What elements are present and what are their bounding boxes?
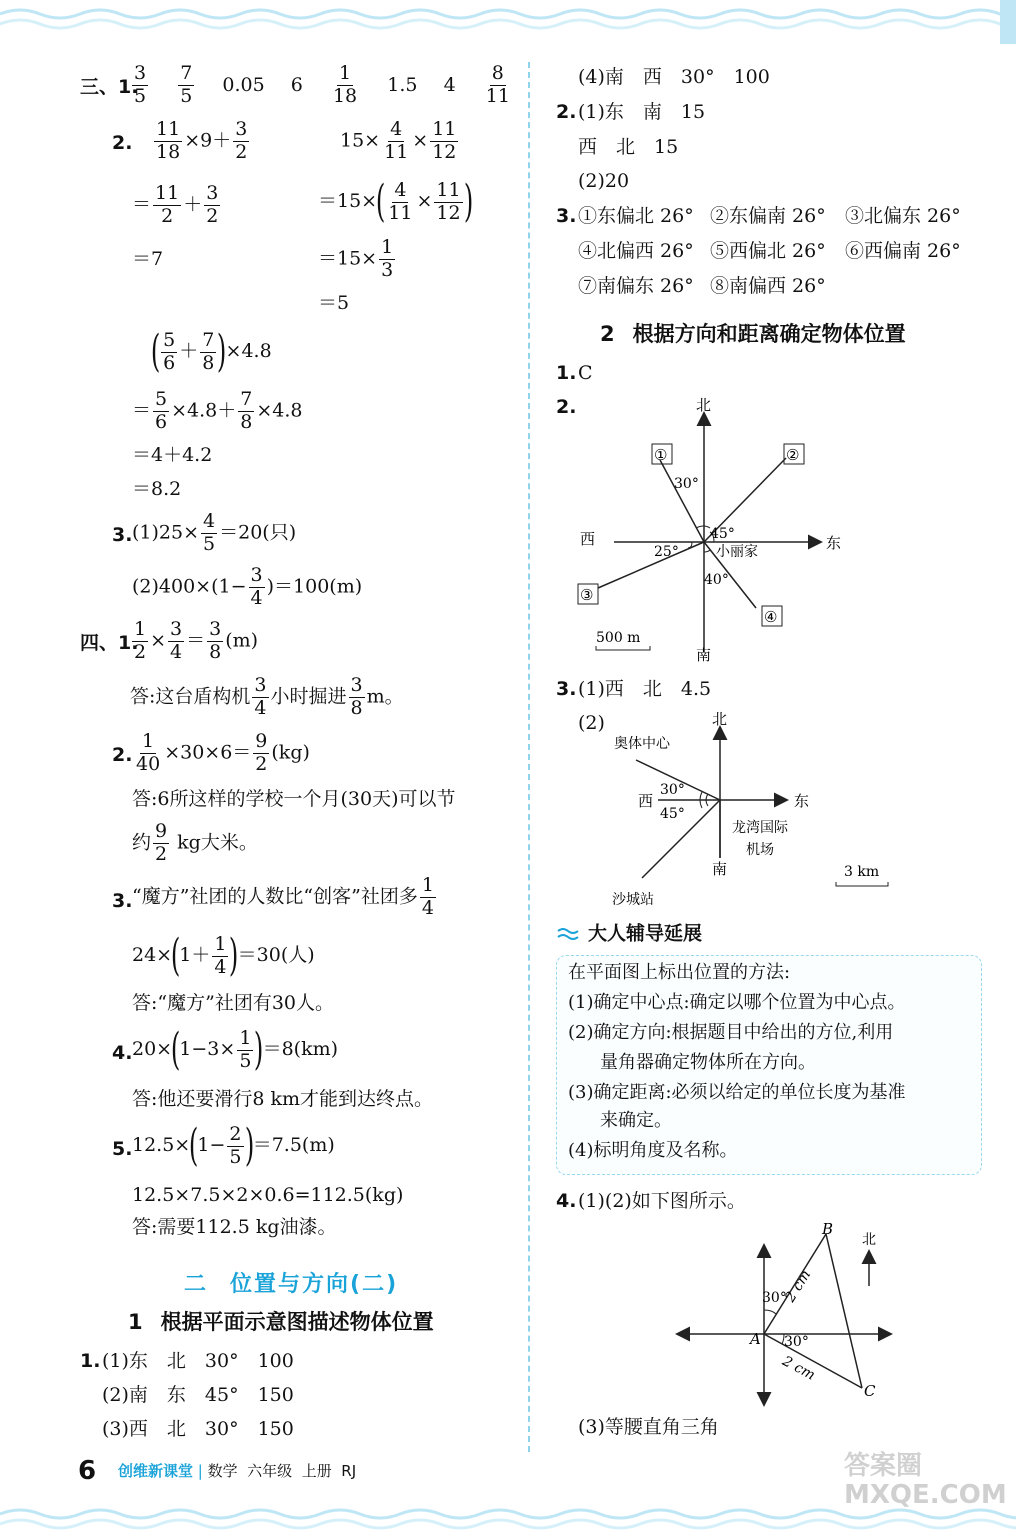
s4-q1-eq: $\frac{1}{2}$ × $\frac{3}{4}$ ＝ $\frac{3}{8}$ (m) xyxy=(134,618,259,663)
d3-point-C: C xyxy=(864,1382,876,1400)
r-q3-item5: ⑤西偏北 26° xyxy=(710,240,826,262)
s2-q3-line2: (2) xyxy=(578,712,605,734)
wave-icon xyxy=(556,925,582,943)
d2-angle-30: 30° xyxy=(660,782,685,798)
d3-point-A: A xyxy=(750,1330,761,1348)
section-1-title: 1 根据平面示意图描述物体位置 xyxy=(128,1310,434,1334)
d2-north-label: 北 xyxy=(712,710,728,728)
s2-q2-num: 2. xyxy=(556,396,577,418)
s3-q3-part2: (2)400×(1− $\frac{3}{4}$ )＝100(m) xyxy=(132,564,363,609)
chapter-title: 二 位置与方向(二) xyxy=(184,1272,399,1297)
d1-marker-2: ② xyxy=(786,446,800,464)
footer-subject: 数学 xyxy=(207,1462,238,1480)
triangle-diagram xyxy=(672,1222,902,1414)
r-q3-item4: ④北偏西 26° xyxy=(578,240,694,262)
d3-dist-2: 2 cm xyxy=(779,1353,818,1384)
d2-place-1: 奥体中心 xyxy=(614,736,670,752)
r-q2-line3: (2)20 xyxy=(578,170,630,192)
section-2-title: 2 根据方向和距离确定物体位置 xyxy=(600,322,906,346)
d2-angle-45: 45° xyxy=(660,806,685,822)
d3-angle-30b: 30° xyxy=(784,1334,809,1350)
r-q3-item6: ⑥西偏南 26° xyxy=(845,240,961,262)
s2-q4-num: 4. xyxy=(556,1190,577,1212)
s4-q3-text: “魔方”社团的人数比“创客”社团多 $\frac{1}{4}$ xyxy=(132,874,434,919)
d1-east-label: 东 xyxy=(826,534,842,552)
s4-q5-num: 5. xyxy=(112,1138,133,1160)
d2-scale-label: 3 km xyxy=(844,864,880,880)
d1-angle-30: 30° xyxy=(674,476,699,492)
s4-q5-eq2: 12.5×7.5×2×0.6=112.5(kg) xyxy=(132,1184,404,1206)
d1-marker-1: ① xyxy=(654,446,668,464)
tips-line-1: 在平面图上标出位置的方法: xyxy=(568,962,791,983)
direction-diagram-2 xyxy=(600,708,900,912)
s3-q2-b-line4: ＝5 xyxy=(318,292,350,314)
d1-south-label: 南 xyxy=(696,646,712,664)
tips-line-7: (4)标明角度及名称。 xyxy=(568,1140,738,1161)
s3-q2-b-line3: ＝15× $\frac{1}{3}$ xyxy=(318,236,394,281)
s2-q4-line3: (3)等腰直角三角 xyxy=(578,1416,719,1438)
r-q2-line1: (1)东 南 15 xyxy=(578,101,706,123)
tips-title: 大人辅导延展 xyxy=(588,922,703,945)
s4-q4-num: 4. xyxy=(112,1042,133,1064)
d3-north-label: 北 xyxy=(862,1232,876,1248)
s3-q2-num: 2. xyxy=(112,132,133,154)
r-q2-line2: 西 北 15 xyxy=(578,136,679,158)
s4-q2-eq: $\frac{1}{40}$ ×30×6＝ $\frac{9}{2}$ (kg) xyxy=(136,730,310,775)
d1-angle-25: 25° xyxy=(654,544,679,560)
d3-angle-30a: 30° xyxy=(762,1290,787,1306)
s4-q2-answer-1: 答:6所这样的学校一个月(30天)可以节 xyxy=(132,788,456,810)
s3-q2-a-line2: ＝ $\frac{11}{2}$ ＋ $\frac{3}{2}$ xyxy=(132,182,219,227)
s4-q4-answer: 答:他还要滑行8 km才能到达终点。 xyxy=(132,1088,434,1110)
sec1-q1-row3: (3)西 北 30° 150 xyxy=(102,1418,294,1440)
tips-line-2: (1)确定中心点:确定以哪个位置为中心点。 xyxy=(568,992,906,1013)
r-q1-row4: (4)南 西 30° 100 xyxy=(578,66,770,88)
s3-q2-b-line1: 15× $\frac{4}{11}$ × $\frac{11}{12}$ xyxy=(340,118,457,163)
page-number: 6 xyxy=(78,1456,97,1486)
footer-info: 创维新课堂 | 数学 六年级 上册 RJ xyxy=(118,1462,357,1480)
d3-dist-1: 2 cm xyxy=(782,1267,815,1306)
d3-point-B: B xyxy=(822,1222,834,1238)
s4-q3-eq: 24×(1＋ $\frac{1}{4}$ )＝30(人) xyxy=(132,930,315,981)
tips-header xyxy=(556,924,702,944)
r-q3-item7: ⑦南偏东 26° xyxy=(578,275,694,297)
tips-line-4: 量角器确定物体所在方向。 xyxy=(600,1052,816,1073)
sec1-q1-row1: (1)东 北 30° 100 xyxy=(102,1350,294,1372)
tips-line-5: (3)确定距离:必须以给定的单位长度为基准 xyxy=(568,1082,906,1103)
r-q3-num: 3. xyxy=(556,205,577,227)
s4-q1-answer: 答:这台盾构机 $\frac{3}{4}$ 小时掘进 $\frac{3}{8}$ m。 xyxy=(130,674,404,719)
s2-q4-line1: (1)(2)如下图所示。 xyxy=(578,1190,746,1212)
r-q3-item8: ⑧南偏西 26° xyxy=(710,275,826,297)
footer-volume: 上册 xyxy=(301,1462,332,1480)
r-q2-num: 2. xyxy=(556,101,577,123)
r-q3-item1: ①东偏北 26° xyxy=(578,205,694,227)
d1-angle-40: 40° xyxy=(704,572,729,588)
d2-east-label: 东 xyxy=(794,792,810,810)
s3-q2-c-line1: ( $\frac{5}{6}$ ＋ $\frac{7}{8}$ )×4.8 xyxy=(150,326,272,377)
s4-q5-eq: 12.5×(1− $\frac{2}{5}$ )＝7.5(m) xyxy=(132,1120,335,1171)
tips-line-6: 来确定。 xyxy=(600,1110,672,1131)
section-4-label: 四、1. xyxy=(80,632,139,654)
r-q3-item2: ②东偏南 26° xyxy=(710,205,826,227)
d1-marker-4: ④ xyxy=(764,608,778,626)
s3-q2-a-line1: $\frac{11}{18}$ ×9＋ $\frac{3}{2}$ xyxy=(156,118,248,163)
s3-q3-num: 3. xyxy=(112,524,133,546)
s4-q2-num: 2. xyxy=(112,744,133,766)
s2-q3-num: 3. xyxy=(556,678,577,700)
bottom-wave-decoration xyxy=(0,1500,1016,1536)
watermark: 答案圈 MXQE.COM xyxy=(844,1451,1007,1510)
direction-diagram-1 xyxy=(570,392,860,664)
sec1-q1-row2: (2)南 东 45° 150 xyxy=(102,1384,294,1406)
s4-q5-answer: 答:需要112.5 kg油漆。 xyxy=(132,1216,337,1238)
section-3-label: 三、1. xyxy=(80,76,139,98)
footer-edition: RJ xyxy=(341,1462,357,1480)
d1-angle-45: 45° xyxy=(710,526,735,542)
tips-line-3: (2)确定方向:根据题目中给出的方位,利用 xyxy=(568,1022,894,1043)
d2-south-label: 南 xyxy=(712,860,728,878)
s3-q1-answers: $\frac{3}{5}$ $\frac{7}{5}$ 0.05 6 $\frac{1}{18}$ 1.5 4 $\frac{8}{11}$ xyxy=(134,62,510,107)
s2-q1-answer: C xyxy=(578,362,593,384)
top-wave-decoration xyxy=(0,0,1016,44)
d1-north-label: 北 xyxy=(696,396,712,414)
d2-west-label: 西 xyxy=(638,792,654,810)
s4-q4-eq: 20×(1−3× $\frac{1}{5}$ )＝8(km) xyxy=(132,1024,339,1075)
d1-scale-label: 500 m xyxy=(596,630,641,646)
s3-q2-c-line2: ＝ $\frac{5}{6}$ ×4.8＋ $\frac{7}{8}$ ×4.8 xyxy=(132,388,303,433)
d2-place-2a: 龙湾国际 xyxy=(732,820,788,836)
d1-marker-3: ③ xyxy=(580,586,594,604)
d1-west-label: 西 xyxy=(580,530,596,548)
d1-center-label: 小丽家 xyxy=(716,544,758,560)
s3-q3-part1: (1)25× $\frac{4}{5}$ ＝20(只) xyxy=(132,510,297,555)
s4-q3-answer: 答:“魔方”社团有30人。 xyxy=(132,992,335,1014)
d2-place-2b: 机场 xyxy=(746,842,774,858)
column-divider xyxy=(528,62,530,1452)
footer-grade: 六年级 xyxy=(247,1462,293,1480)
s2-q1-num: 1. xyxy=(556,362,577,384)
r-q3-item3: ③北偏东 26° xyxy=(845,205,961,227)
s3-q2-c-line3: ＝4＋4.2 xyxy=(132,444,213,466)
s3-q2-c-line4: ＝8.2 xyxy=(132,478,182,500)
s3-q2-b-line2: ＝15×( $\frac{4}{11}$ × $\frac{11}{12}$ ) xyxy=(318,176,473,227)
s4-q3-num: 3. xyxy=(112,890,133,912)
sec1-q1-num: 1. xyxy=(80,1350,101,1372)
footer-series: 创维新课堂 xyxy=(118,1462,194,1480)
s2-q3-line1: (1)西 北 4.5 xyxy=(578,678,712,700)
d2-place-3: 沙城站 xyxy=(612,892,654,908)
s4-q2-answer-2: 约 $\frac{9}{2}$ kg大米。 xyxy=(132,820,258,865)
s3-q2-a-line3: ＝7 xyxy=(132,248,164,270)
